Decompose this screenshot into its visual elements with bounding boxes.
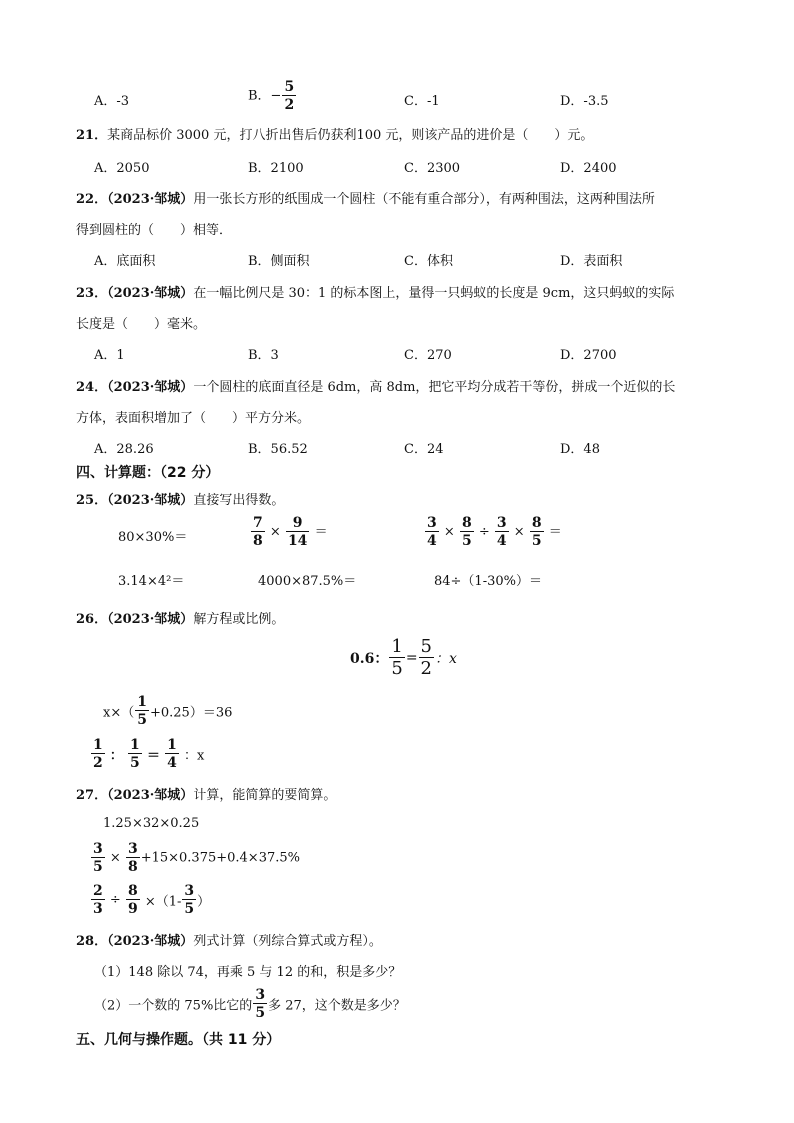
fraction-denominator: 5	[137, 712, 147, 728]
fraction-denominator: 14	[287, 533, 308, 549]
fraction	[460, 516, 474, 548]
q24-stem-line1	[76, 376, 675, 395]
q23-text: 在一幅比例尺是 30：1 的标本图上，量得一只蚂蚁的长度是 9cm，这只蚂蚁的实际	[193, 286, 675, 301]
fraction-denominator: 8	[253, 533, 263, 549]
fraction	[425, 516, 439, 548]
q28-sub-2	[94, 988, 406, 1020]
q28-text: 列式计算（列综合算式或方程）。	[193, 934, 382, 949]
fraction	[126, 842, 140, 874]
q25-number: 25．	[76, 493, 108, 508]
q26-source: （2023·邹城）	[107, 612, 194, 627]
fraction-numerator: 7	[253, 515, 263, 531]
fraction	[182, 884, 196, 916]
q21-option-c: C．2300	[404, 161, 461, 176]
q22-stem-line2: 得到圆柱的（ ）相等．	[76, 223, 233, 238]
equals-sign: ＝	[146, 748, 160, 764]
fraction-denominator: 9	[127, 901, 138, 917]
q22-number: 22．	[76, 192, 108, 207]
q26-text: 解方程或比例。	[193, 612, 285, 627]
fraction	[530, 516, 544, 548]
q25-expr-1: 80×30%＝	[118, 530, 188, 545]
fraction-numerator: 5	[284, 79, 295, 95]
fraction-numerator: 8	[127, 883, 138, 899]
q21-text: 某商品标价 3000 元，打八折出售后仍获利100 元，则该产品的进价是（ ）元。	[107, 128, 594, 143]
section-5-heading: 五、几何与操作题。（共 11 分）	[76, 1032, 281, 1048]
q24-option-b: B．56.52	[248, 442, 308, 457]
q21-number: 21．	[76, 128, 108, 143]
fraction-denominator: 5	[531, 533, 542, 549]
q22-option-d: D．表面积	[560, 254, 623, 269]
q23-stem-line1	[76, 282, 674, 301]
q27-number: 27．	[76, 788, 108, 803]
q23-option-a: A．1	[94, 348, 125, 363]
q25-expr-2	[250, 516, 328, 548]
q26-equation-a	[350, 638, 457, 678]
fraction	[128, 738, 142, 770]
q24-stem-line2: 方体，表面积增加了（ ）平方分米。	[76, 411, 311, 426]
q20-option-c: C．-1	[404, 94, 440, 109]
q28-number: 28．	[76, 934, 108, 949]
equation-suffix: ：x	[435, 651, 457, 667]
fraction-denominator: 4	[427, 533, 437, 549]
q26-equation-c	[90, 738, 204, 770]
equation-suffix: +0.25）＝36	[149, 705, 233, 721]
fraction-numerator: 1	[130, 737, 140, 753]
expression-suffix: +15×0.375+0.4×37.5%	[140, 850, 300, 866]
fraction	[495, 516, 509, 548]
fraction-denominator: 5	[255, 1005, 266, 1021]
operator: ÷	[109, 892, 121, 908]
operator: ÷	[478, 524, 490, 540]
fraction	[91, 738, 105, 770]
fraction-numerator: 3	[127, 841, 138, 857]
equation-prefix: x×（	[103, 705, 135, 721]
fraction-denominator: 3	[93, 901, 103, 917]
fraction-numerator: 8	[461, 515, 472, 531]
q20-option-b-prefix: B．−	[248, 88, 282, 104]
q21-option-b: B．2100	[248, 161, 304, 176]
q25-expr-3	[424, 516, 562, 548]
q26-stem	[76, 608, 284, 627]
q25-source: （2023·邹城）	[107, 493, 194, 508]
ratio-sign: ：	[109, 748, 123, 764]
operator: ×	[269, 524, 281, 540]
fraction-numerator: 3	[255, 987, 266, 1003]
q28-source: （2023·邹城）	[107, 934, 194, 949]
fraction-numerator: 9	[286, 516, 309, 532]
fraction-numerator: 1	[137, 694, 147, 710]
q26-equation-b	[103, 695, 232, 727]
q21-option-a: A．2050	[94, 161, 150, 176]
q25-expr-5: 4000×87.5%＝	[258, 574, 357, 589]
q22-stem-line1	[76, 188, 655, 207]
fraction-numerator: 1	[93, 737, 103, 753]
q24-number: 24．	[76, 380, 108, 395]
q27-source: （2023·邹城）	[107, 788, 194, 803]
q22-option-a: A．底面积	[94, 254, 156, 269]
q24-option-c: C．24	[404, 442, 444, 457]
q27-expr-3	[90, 884, 210, 916]
q27-expr-2	[90, 842, 300, 874]
fraction-denominator: 5	[184, 901, 195, 917]
q28-stem	[76, 930, 382, 949]
fraction-denominator: 8	[127, 859, 138, 875]
fraction	[419, 638, 434, 678]
fraction-denominator: 5	[93, 859, 103, 875]
fraction-numerator: 2	[93, 883, 103, 899]
equation-prefix: 0.6：	[350, 651, 389, 667]
q25-text: 直接写出得数。	[193, 493, 285, 508]
q28-sub-1: （1）148 除以 74，再乘 5 与 12 的和，积是多少？	[94, 965, 402, 980]
q23-option-b: B．3	[248, 348, 279, 363]
fraction-denominator: 2	[284, 97, 295, 113]
q21-stem	[76, 124, 593, 143]
q24-source: （2023·邹城）	[107, 380, 194, 395]
q23-source: （2023·邹城）	[107, 286, 194, 301]
fraction	[286, 516, 309, 548]
q22-source: （2023·邹城）	[107, 192, 194, 207]
q27-text: 计算，能简算的要简算。	[193, 788, 337, 803]
fraction-numerator: 3	[184, 883, 195, 899]
q23-stem-line2: 长度是（ ）毫米。	[76, 317, 207, 332]
fraction	[165, 738, 179, 770]
fraction-numerator: 3	[496, 515, 507, 531]
fraction	[389, 638, 404, 678]
equals-sign: ＝	[314, 524, 328, 540]
fraction-denominator: 5	[130, 755, 140, 771]
equals-sign: ＝	[548, 524, 562, 540]
fraction	[126, 884, 140, 916]
equals-sign: =	[405, 650, 418, 666]
fraction-numerator: 3	[93, 841, 103, 857]
q23-option-d: D．2700	[560, 348, 617, 363]
fraction-denominator: 4	[496, 533, 507, 549]
fraction-numerator: 1	[391, 636, 403, 657]
q25-expr-4: 3.14×4²＝	[118, 574, 185, 589]
operator: ×	[109, 850, 121, 866]
q24-option-d: D．48	[560, 442, 600, 457]
section-4-heading: 四、计算题：（22 分）	[76, 465, 220, 481]
fraction-numerator: 8	[531, 515, 542, 531]
q24-text: 一个圆柱的底面直径是 6dm，高 8dm，把它平均分成若干等份，拼成一个近似的长	[193, 380, 676, 395]
fraction-denominator: 2	[420, 658, 432, 679]
fraction-denominator: 5	[461, 533, 472, 549]
fraction	[91, 884, 105, 916]
q24-option-a: A．28.26	[94, 442, 154, 457]
fraction-denominator: 4	[167, 755, 177, 771]
q28-sub-2-prefix: （2）一个数的 75%比它的	[94, 998, 253, 1014]
q26-number: 26．	[76, 612, 108, 627]
q21-option-d: D．2400	[560, 161, 617, 176]
q20-option-b-fraction	[282, 80, 296, 112]
q25-expr-6: 84÷（1-30%）＝	[434, 574, 542, 589]
equation-suffix: ：x	[183, 748, 205, 764]
fraction-numerator: 1	[167, 737, 177, 753]
q27-expr-1: 1.25×32×0.25	[103, 816, 200, 831]
operator: ×	[443, 524, 455, 540]
q22-option-c: C．体积	[404, 254, 453, 269]
fraction-denominator: 2	[93, 755, 103, 771]
q22-option-b: B．侧面积	[248, 254, 310, 269]
fraction	[251, 516, 265, 548]
q25-stem	[76, 489, 284, 508]
fraction-denominator: 5	[391, 658, 403, 679]
q20-option-d: D．-3.5	[560, 94, 609, 109]
fraction	[135, 695, 149, 727]
expression-suffix: ）	[197, 894, 211, 910]
operator: ×（1-	[144, 894, 182, 910]
fraction-numerator: 3	[427, 515, 437, 531]
fraction	[253, 988, 267, 1020]
fraction-numerator: 5	[420, 636, 432, 657]
q20-option-b	[248, 80, 297, 112]
q28-sub-2-suffix: 多 27，这个数是多少？	[268, 998, 406, 1014]
fraction	[91, 842, 105, 874]
q27-stem	[76, 784, 336, 803]
q23-option-c: C．270	[404, 348, 452, 363]
operator: ×	[513, 524, 525, 540]
q22-text: 用一张长方形的纸围成一个圆柱（不能有重合部分），有两种围法，这两种围法所	[193, 192, 655, 207]
q23-number: 23．	[76, 286, 108, 301]
q20-option-a: A．-3	[94, 94, 130, 109]
